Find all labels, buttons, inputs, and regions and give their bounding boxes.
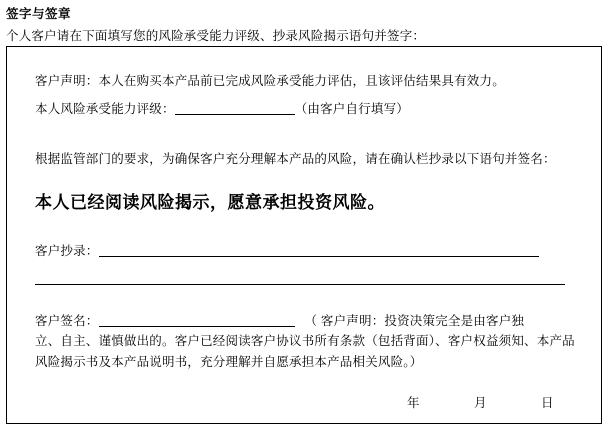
customer-declaration: 客户声明：本人在购买本产品前已完成风险承受能力评估，且该评估结果具有效力。: [35, 74, 505, 88]
signature-box-content: [35, 59, 587, 373]
copy-row: [35, 241, 587, 261]
page-title: 签字与签章: [6, 7, 72, 21]
risk-rating-input[interactable]: [175, 101, 295, 115]
risk-rating-row: [35, 99, 587, 119]
signature-row: [35, 311, 587, 331]
signature-note-open: （ 客户声明：投资决策完全是由客户独: [304, 314, 525, 328]
copy-input-line-2[interactable]: [35, 283, 565, 285]
pledge-statement: 本人已经阅读风险揭示，愿意承担投资风险。: [35, 193, 385, 212]
date-month-label: 月: [473, 396, 487, 410]
date-day-label: 日: [540, 396, 554, 410]
signature-box: [6, 46, 602, 424]
signature-input[interactable]: [99, 313, 295, 327]
regulator-note: 根据监管部门的要求，为确保客户充分理解本产品的风险，请在确认栏抄录以下语句并签名：: [35, 152, 556, 166]
date-year-label: 年: [407, 396, 421, 410]
signature-label: 客户签名：: [35, 314, 99, 328]
signature-note-body: 立、自主、谨慎做出的。客户已经阅读客户协议书所有条款（包括背面）、客户权益须知、本产品风险揭示书及本产品说明书，充分理解并自愿承担本产品相关风险。）: [35, 334, 575, 369]
intro-text: 个人客户请在下面填写您的风险承受能力评级、抄录风险揭示语句并签字：: [6, 29, 426, 43]
risk-rating-note: （由客户自行填写）: [294, 102, 410, 116]
date-row: [407, 393, 554, 411]
copy-label: 客户抄录：: [35, 244, 99, 258]
risk-rating-label: 本人风险承受能力评级：: [35, 102, 175, 116]
copy-input-line-1[interactable]: [99, 243, 539, 257]
